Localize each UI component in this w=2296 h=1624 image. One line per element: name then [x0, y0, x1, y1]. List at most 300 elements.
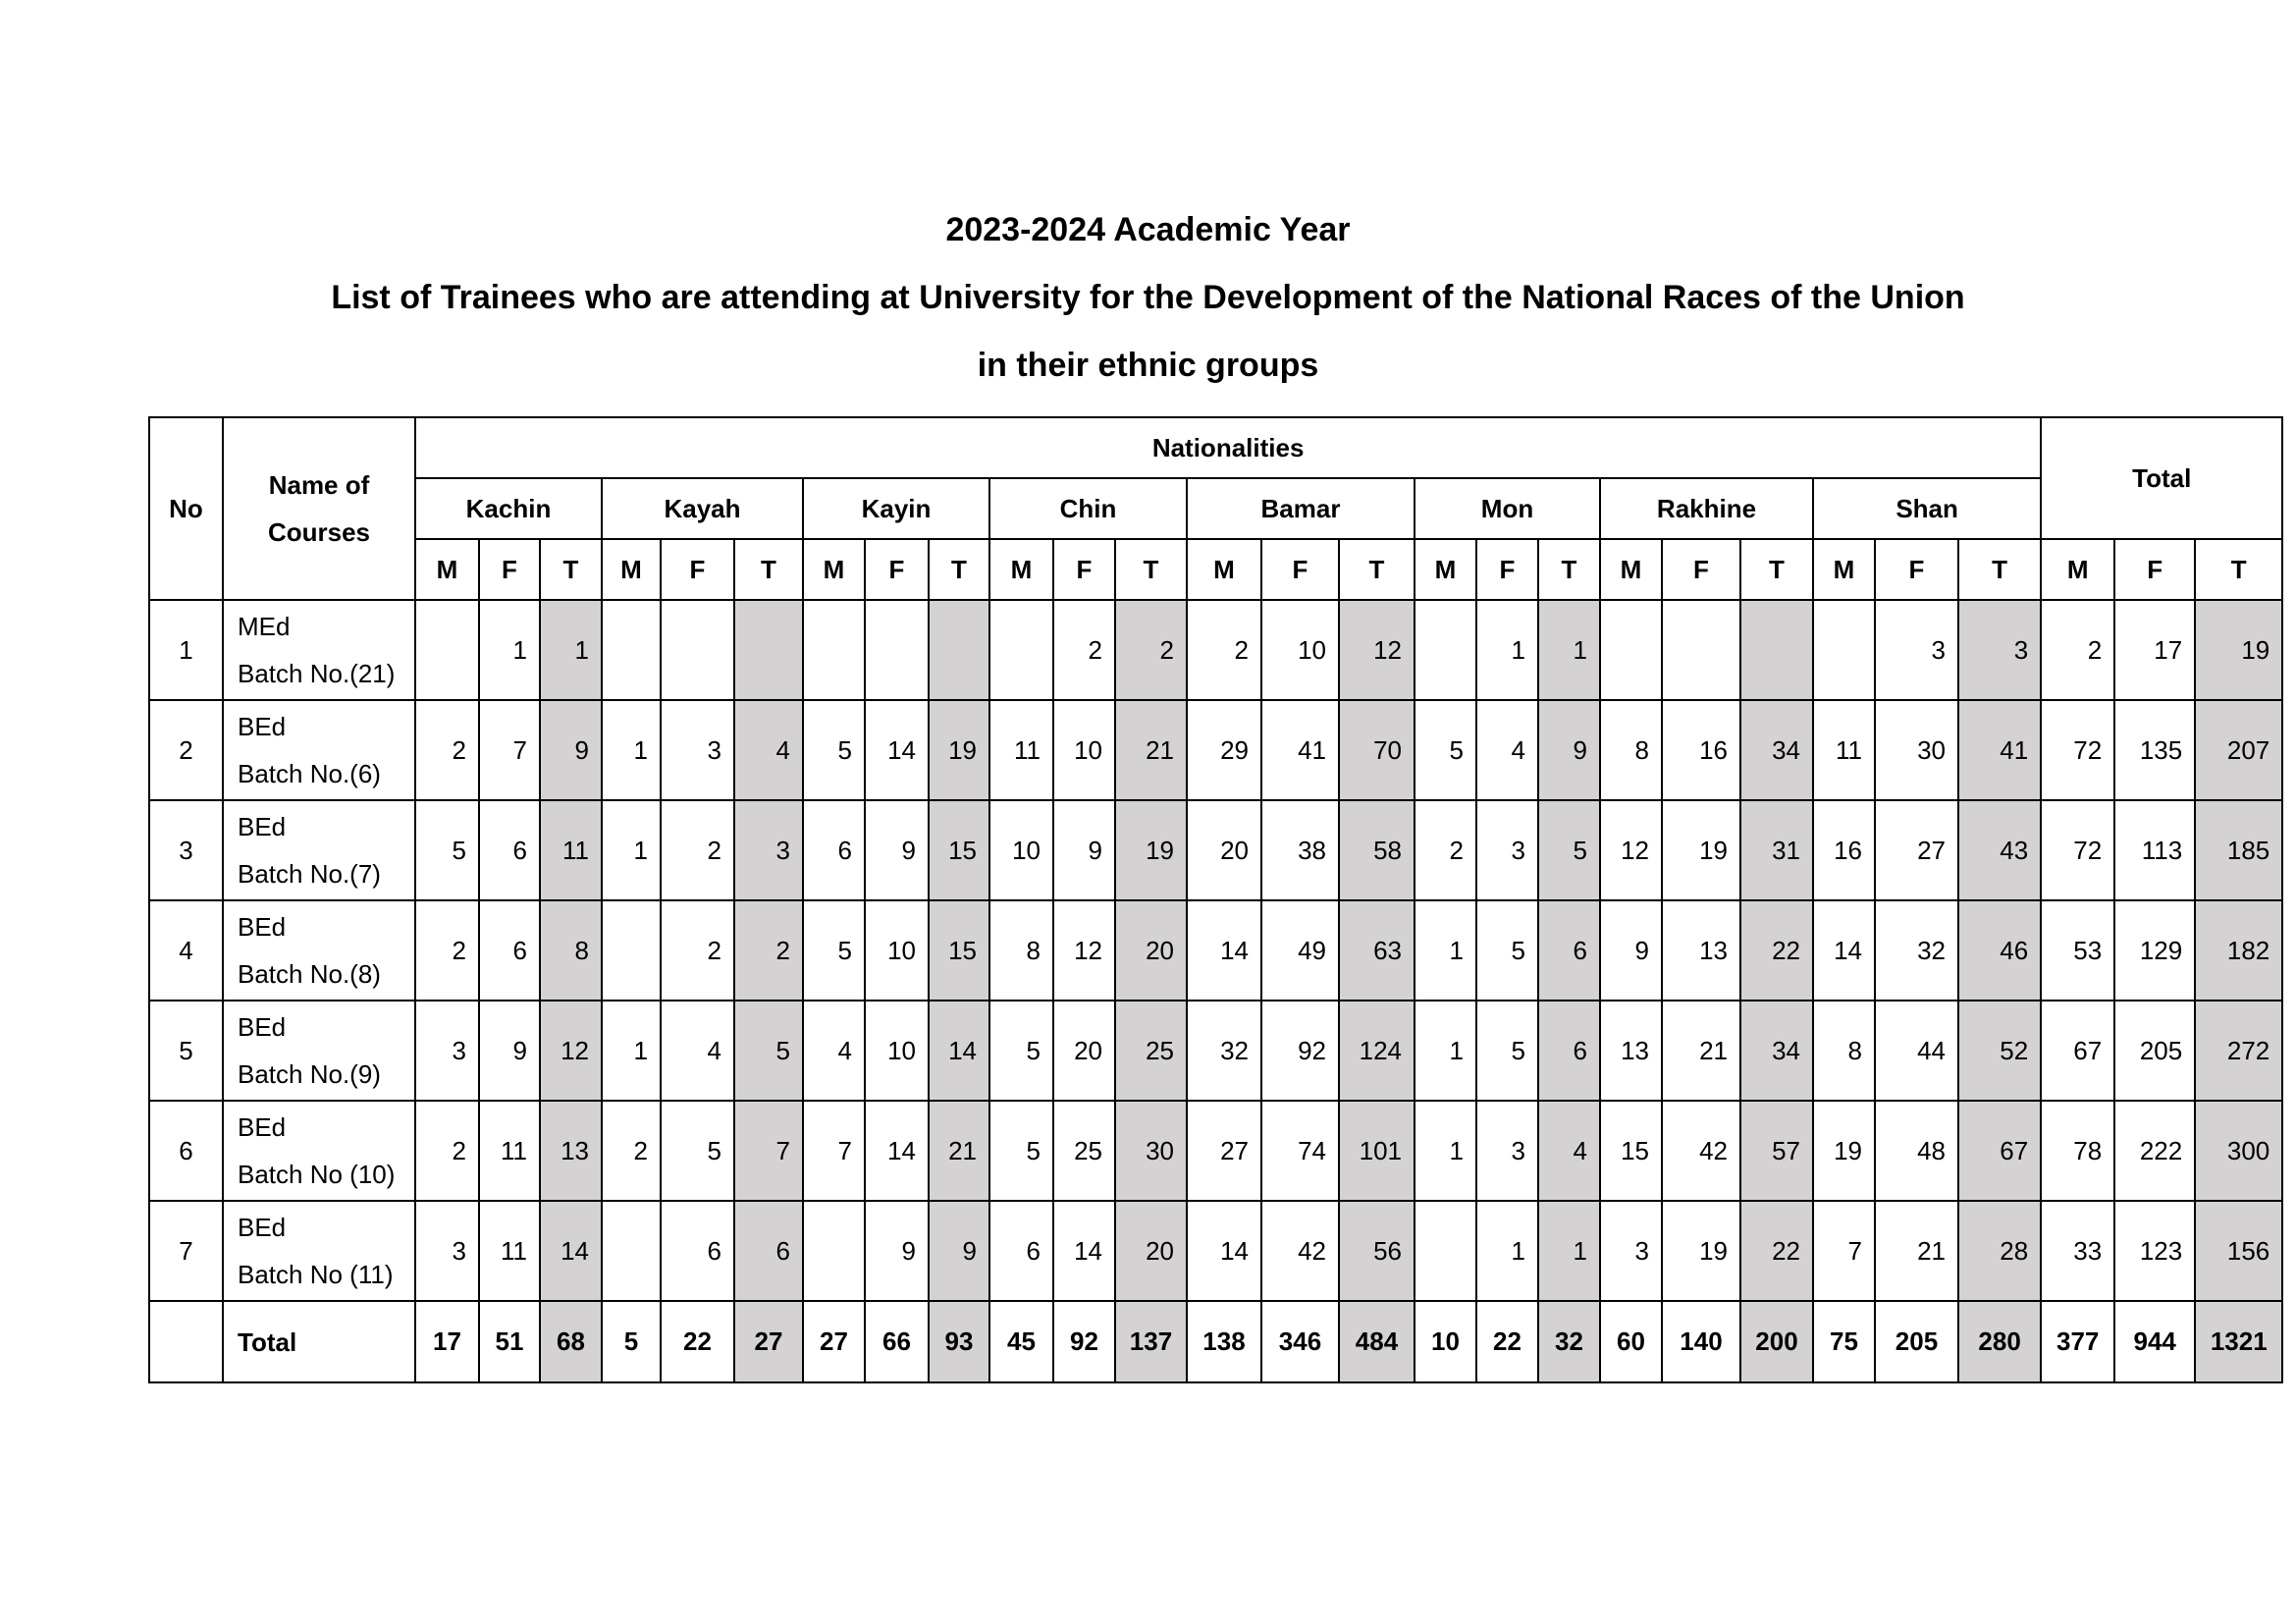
total-cell: 944	[2114, 1301, 2195, 1382]
header-group-kayin: Kayin	[803, 478, 989, 539]
table-cell: 3	[415, 1201, 479, 1301]
total-row-number	[149, 1301, 223, 1382]
table-cell	[602, 600, 661, 700]
total-cell: 280	[1958, 1301, 2041, 1382]
header-m: M	[1415, 539, 1476, 600]
table-cell: 182	[2195, 900, 2282, 1001]
total-cell: 346	[1261, 1301, 1339, 1382]
table-cell: 19	[1813, 1101, 1875, 1201]
table-cell: 14	[1053, 1201, 1115, 1301]
total-cell: 60	[1600, 1301, 1662, 1382]
course-name	[223, 800, 415, 900]
table-cell: 5	[415, 800, 479, 900]
table-cell: 4	[803, 1001, 865, 1101]
table-cell: 16	[1813, 800, 1875, 900]
total-row	[149, 1301, 2282, 1382]
table-cell: 42	[1662, 1101, 1740, 1201]
table-cell: 15	[1600, 1101, 1662, 1201]
table-cell: 2	[661, 900, 734, 1001]
table-cell: 2	[1187, 600, 1261, 700]
table-cell: 9	[540, 700, 602, 800]
table-cell: 5	[803, 900, 865, 1001]
header-group-mon: Mon	[1415, 478, 1600, 539]
header-row-groups	[149, 478, 2282, 539]
header-f: F	[1875, 539, 1958, 600]
table-cell: 7	[734, 1101, 803, 1201]
table-cell: 25	[1115, 1001, 1187, 1101]
row-number: 2	[149, 700, 223, 800]
table-cell: 31	[1740, 800, 1813, 900]
table-cell: 43	[1958, 800, 2041, 900]
header-m: M	[1600, 539, 1662, 600]
total-label: Total	[223, 1301, 415, 1382]
table-cell: 19	[1115, 800, 1187, 900]
course-degree: BEd	[238, 912, 287, 942]
table-cell: 53	[2041, 900, 2114, 1001]
table-cell: 27	[1875, 800, 1958, 900]
table-cell: 14	[929, 1001, 989, 1101]
table-cell: 5	[989, 1001, 1053, 1101]
header-group-kayah: Kayah	[602, 478, 803, 539]
table-cell: 9	[1600, 900, 1662, 1001]
header-total: Total	[2041, 417, 2282, 539]
table-cell: 6	[661, 1201, 734, 1301]
table-cell: 1	[1476, 600, 1538, 700]
table-cell: 3	[1600, 1201, 1662, 1301]
table-cell: 13	[1662, 900, 1740, 1001]
table-cell: 9	[865, 800, 929, 900]
table-cell: 3	[1476, 1101, 1538, 1201]
table-cell: 4	[1476, 700, 1538, 800]
table-cell	[1662, 600, 1740, 700]
table-cell: 1	[602, 1001, 661, 1101]
header-t: T	[1958, 539, 2041, 600]
table-cell: 17	[2114, 600, 2195, 700]
table-cell: 28	[1958, 1201, 2041, 1301]
table-cell: 3	[734, 800, 803, 900]
header-t: T	[1339, 539, 1415, 600]
course-name	[223, 600, 415, 700]
table-cell: 20	[1053, 1001, 1115, 1101]
table-cell: 222	[2114, 1101, 2195, 1201]
table-cell: 2	[415, 1101, 479, 1201]
table-cell: 5	[734, 1001, 803, 1101]
table-cell: 19	[1662, 1201, 1740, 1301]
header-group-kachin: Kachin	[415, 478, 602, 539]
header-group-bamar: Bamar	[1187, 478, 1415, 539]
table-cell: 15	[929, 800, 989, 900]
table-cell: 12	[540, 1001, 602, 1101]
table-cell: 11	[540, 800, 602, 900]
table-cell	[661, 600, 734, 700]
course-batch: Batch No.(9)	[238, 1059, 381, 1089]
table-cell: 1	[1415, 1101, 1476, 1201]
table-cell: 92	[1261, 1001, 1339, 1101]
table-cell: 10	[989, 800, 1053, 900]
table-cell: 22	[1740, 1201, 1813, 1301]
table-cell: 4	[734, 700, 803, 800]
table-cell: 2	[2041, 600, 2114, 700]
table-cell: 8	[540, 900, 602, 1001]
table-cell: 72	[2041, 700, 2114, 800]
table-cell: 29	[1187, 700, 1261, 800]
title-line-1: 2023-2024 Academic Year	[945, 211, 1351, 248]
total-cell: 138	[1187, 1301, 1261, 1382]
document-title	[0, 196, 2296, 400]
table-cell: 56	[1339, 1201, 1415, 1301]
total-cell: 5	[602, 1301, 661, 1382]
row-number: 6	[149, 1101, 223, 1201]
total-cell: 93	[929, 1301, 989, 1382]
table-cell: 6	[734, 1201, 803, 1301]
table-cell: 44	[1875, 1001, 1958, 1101]
total-cell: 377	[2041, 1301, 2114, 1382]
total-cell: 27	[803, 1301, 865, 1382]
table-cell: 10	[1261, 600, 1339, 700]
table-row	[149, 800, 2282, 900]
table-cell: 13	[1600, 1001, 1662, 1101]
table-cell: 67	[1958, 1101, 2041, 1201]
table-cell: 5	[1538, 800, 1600, 900]
table-cell: 2	[734, 900, 803, 1001]
table-cell: 156	[2195, 1201, 2282, 1301]
table-cell: 14	[1813, 900, 1875, 1001]
total-cell: 205	[1875, 1301, 1958, 1382]
table-cell: 21	[1115, 700, 1187, 800]
table-cell: 14	[1187, 1201, 1261, 1301]
table-cell: 12	[1339, 600, 1415, 700]
row-number: 1	[149, 600, 223, 700]
table-cell: 2	[661, 800, 734, 900]
table-cell: 32	[1875, 900, 1958, 1001]
header-group-shan: Shan	[1813, 478, 2041, 539]
table-cell: 1	[1415, 1001, 1476, 1101]
table-cell: 2	[1115, 600, 1187, 700]
table-cell: 12	[1053, 900, 1115, 1001]
table-cell: 5	[803, 700, 865, 800]
table-cell: 21	[929, 1101, 989, 1201]
header-row-nationalities	[149, 417, 2282, 478]
table-cell: 3	[1875, 600, 1958, 700]
row-number: 5	[149, 1001, 223, 1101]
table-cell: 33	[2041, 1201, 2114, 1301]
table-cell: 20	[1115, 900, 1187, 1001]
total-cell: 10	[1415, 1301, 1476, 1382]
table-cell: 41	[1958, 700, 2041, 800]
table-cell	[1600, 600, 1662, 700]
table-cell: 57	[1740, 1101, 1813, 1201]
course-batch: Batch No.(8)	[238, 959, 381, 989]
total-cell: 484	[1339, 1301, 1415, 1382]
header-f: F	[2114, 539, 2195, 600]
table-cell: 1	[1538, 1201, 1600, 1301]
table-row	[149, 900, 2282, 1001]
total-cell: 200	[1740, 1301, 1813, 1382]
total-cell: 66	[865, 1301, 929, 1382]
table-cell: 123	[2114, 1201, 2195, 1301]
total-cell: 17	[415, 1301, 479, 1382]
table-cell: 67	[2041, 1001, 2114, 1101]
table-cell: 5	[989, 1101, 1053, 1201]
course-degree: BEd	[238, 1213, 287, 1242]
table-cell: 1	[602, 800, 661, 900]
header-m: M	[989, 539, 1053, 600]
table-cell: 8	[989, 900, 1053, 1001]
table-cell: 78	[2041, 1101, 2114, 1201]
course-name	[223, 900, 415, 1001]
table-cell	[602, 1201, 661, 1301]
table-cell: 5	[1476, 900, 1538, 1001]
table-cell: 48	[1875, 1101, 1958, 1201]
table-cell: 19	[929, 700, 989, 800]
header-t: T	[1740, 539, 1813, 600]
table-cell: 185	[2195, 800, 2282, 900]
table-row	[149, 1001, 2282, 1101]
table-cell: 1	[602, 700, 661, 800]
title-line-2: List of Trainees who are attending at University for the Development of the National Races of the Union	[331, 279, 1965, 316]
table-cell: 22	[1740, 900, 1813, 1001]
header-t: T	[1115, 539, 1187, 600]
table-cell: 12	[1600, 800, 1662, 900]
header-f: F	[865, 539, 929, 600]
table-cell: 1	[1476, 1201, 1538, 1301]
table-cell: 21	[1875, 1201, 1958, 1301]
table-cell: 41	[1261, 700, 1339, 800]
course-batch: Batch No.(7)	[238, 859, 381, 889]
table-cell	[989, 600, 1053, 700]
total-cell: 68	[540, 1301, 602, 1382]
table-cell: 14	[865, 700, 929, 800]
table-cell: 13	[540, 1101, 602, 1201]
table-cell: 5	[1476, 1001, 1538, 1101]
header-t: T	[929, 539, 989, 600]
table-cell	[602, 900, 661, 1001]
table-cell: 4	[1538, 1101, 1600, 1201]
table-cell: 2	[415, 700, 479, 800]
table-cell: 49	[1261, 900, 1339, 1001]
table-cell	[1813, 600, 1875, 700]
table-cell: 74	[1261, 1101, 1339, 1201]
table-cell: 2	[1053, 600, 1115, 700]
table-cell	[1415, 600, 1476, 700]
table-cell	[1740, 600, 1813, 700]
table-cell: 1	[479, 600, 540, 700]
total-cell: 1321	[2195, 1301, 2282, 1382]
table-cell: 58	[1339, 800, 1415, 900]
table-cell: 34	[1740, 1001, 1813, 1101]
table-cell: 9	[1053, 800, 1115, 900]
course-batch: Batch No.(6)	[238, 759, 381, 788]
table-cell: 19	[1662, 800, 1740, 900]
total-cell: 140	[1662, 1301, 1740, 1382]
course-degree: BEd	[238, 1112, 287, 1142]
course-name	[223, 1101, 415, 1201]
table-cell: 6	[989, 1201, 1053, 1301]
table-cell	[865, 600, 929, 700]
header-m: M	[602, 539, 661, 600]
table-cell: 9	[929, 1201, 989, 1301]
header-f: F	[1261, 539, 1339, 600]
course-degree: MEd	[238, 612, 291, 641]
table-cell: 5	[661, 1101, 734, 1201]
course-degree: BEd	[238, 1012, 287, 1042]
table-cell: 30	[1875, 700, 1958, 800]
table-cell: 10	[1053, 700, 1115, 800]
table-cell: 9	[865, 1201, 929, 1301]
table-cell: 27	[1187, 1101, 1261, 1201]
table-cell: 5	[1415, 700, 1476, 800]
table-cell: 8	[1600, 700, 1662, 800]
table-cell: 10	[865, 1001, 929, 1101]
table-cell: 7	[803, 1101, 865, 1201]
table-cell	[415, 600, 479, 700]
table-cell: 63	[1339, 900, 1415, 1001]
header-t: T	[540, 539, 602, 600]
header-m: M	[415, 539, 479, 600]
table-cell: 20	[1115, 1201, 1187, 1301]
header-nationalities: Nationalities	[415, 417, 2041, 478]
table-cell: 3	[415, 1001, 479, 1101]
table-cell: 30	[1115, 1101, 1187, 1201]
course-batch: Batch No.(21)	[238, 659, 396, 688]
table-cell: 1	[1415, 900, 1476, 1001]
table-cell: 19	[2195, 600, 2282, 700]
header-course: Name of Courses	[223, 417, 415, 600]
header-f: F	[1476, 539, 1538, 600]
table-cell: 8	[1813, 1001, 1875, 1101]
table-cell	[803, 600, 865, 700]
course-degree: BEd	[238, 712, 287, 741]
header-m: M	[1813, 539, 1875, 600]
table-cell: 10	[865, 900, 929, 1001]
table-cell: 6	[803, 800, 865, 900]
table-cell: 101	[1339, 1101, 1415, 1201]
header-f: F	[479, 539, 540, 600]
table-cell: 72	[2041, 800, 2114, 900]
table-cell: 4	[661, 1001, 734, 1101]
table-cell	[734, 600, 803, 700]
table-cell: 3	[1476, 800, 1538, 900]
table-cell: 6	[1538, 1001, 1600, 1101]
table-cell: 11	[479, 1201, 540, 1301]
header-f: F	[1053, 539, 1115, 600]
table-cell: 16	[1662, 700, 1740, 800]
table-cell	[929, 600, 989, 700]
table-cell: 113	[2114, 800, 2195, 900]
table-cell: 3	[661, 700, 734, 800]
table-cell: 70	[1339, 700, 1415, 800]
row-number: 3	[149, 800, 223, 900]
course-name	[223, 1001, 415, 1101]
total-cell: 45	[989, 1301, 1053, 1382]
table-cell: 124	[1339, 1001, 1415, 1101]
header-f: F	[661, 539, 734, 600]
trainee-table	[148, 416, 2283, 1383]
header-m: M	[1187, 539, 1261, 600]
title-line-3: in their ethnic groups	[977, 347, 1319, 384]
table-cell: 6	[1538, 900, 1600, 1001]
total-cell: 137	[1115, 1301, 1187, 1382]
table-cell: 11	[479, 1101, 540, 1201]
table-cell: 9	[479, 1001, 540, 1101]
table-row	[149, 1101, 2282, 1201]
total-cell: 22	[1476, 1301, 1538, 1382]
table-cell: 21	[1662, 1001, 1740, 1101]
table-cell: 9	[1538, 700, 1600, 800]
table-cell: 11	[989, 700, 1053, 800]
table-cell	[1415, 1201, 1476, 1301]
table-cell: 38	[1261, 800, 1339, 900]
header-t: T	[1538, 539, 1600, 600]
table-cell: 207	[2195, 700, 2282, 800]
table-cell: 3	[1958, 600, 2041, 700]
table-cell: 52	[1958, 1001, 2041, 1101]
table-cell: 46	[1958, 900, 2041, 1001]
header-group-rakhine: Rakhine	[1600, 478, 1813, 539]
table-cell: 2	[415, 900, 479, 1001]
header-group-chin: Chin	[989, 478, 1187, 539]
table-cell: 14	[540, 1201, 602, 1301]
header-row-mft	[149, 539, 2282, 600]
header-t: T	[2195, 539, 2282, 600]
total-cell: 75	[1813, 1301, 1875, 1382]
header-no: No	[149, 417, 223, 600]
course-batch: Batch No (10)	[238, 1160, 396, 1189]
table-cell: 7	[479, 700, 540, 800]
table-cell	[803, 1201, 865, 1301]
header-m: M	[2041, 539, 2114, 600]
course-degree: BEd	[238, 812, 287, 841]
table-cell: 205	[2114, 1001, 2195, 1101]
table-cell: 34	[1740, 700, 1813, 800]
table-cell: 272	[2195, 1001, 2282, 1101]
table-cell: 2	[602, 1101, 661, 1201]
table-row	[149, 1201, 2282, 1301]
table-cell: 6	[479, 800, 540, 900]
total-cell: 22	[661, 1301, 734, 1382]
header-m: M	[803, 539, 865, 600]
table-cell: 14	[1187, 900, 1261, 1001]
table-row	[149, 700, 2282, 800]
course-name	[223, 700, 415, 800]
table-cell: 135	[2114, 700, 2195, 800]
total-cell: 32	[1538, 1301, 1600, 1382]
table-cell: 1	[540, 600, 602, 700]
table-cell: 14	[865, 1101, 929, 1201]
table-cell: 1	[1538, 600, 1600, 700]
table-cell: 25	[1053, 1101, 1115, 1201]
table-cell: 6	[479, 900, 540, 1001]
row-number: 4	[149, 900, 223, 1001]
header-f: F	[1662, 539, 1740, 600]
table-cell: 11	[1813, 700, 1875, 800]
table-cell: 15	[929, 900, 989, 1001]
table-cell: 7	[1813, 1201, 1875, 1301]
total-cell: 51	[479, 1301, 540, 1382]
course-name	[223, 1201, 415, 1301]
table-cell: 32	[1187, 1001, 1261, 1101]
table-cell: 300	[2195, 1101, 2282, 1201]
course-batch: Batch No (11)	[238, 1260, 394, 1289]
table-row	[149, 600, 2282, 700]
table-cell: 42	[1261, 1201, 1339, 1301]
row-number: 7	[149, 1201, 223, 1301]
total-cell: 27	[734, 1301, 803, 1382]
header-t: T	[734, 539, 803, 600]
table-cell: 129	[2114, 900, 2195, 1001]
total-cell: 92	[1053, 1301, 1115, 1382]
table-cell: 2	[1415, 800, 1476, 900]
